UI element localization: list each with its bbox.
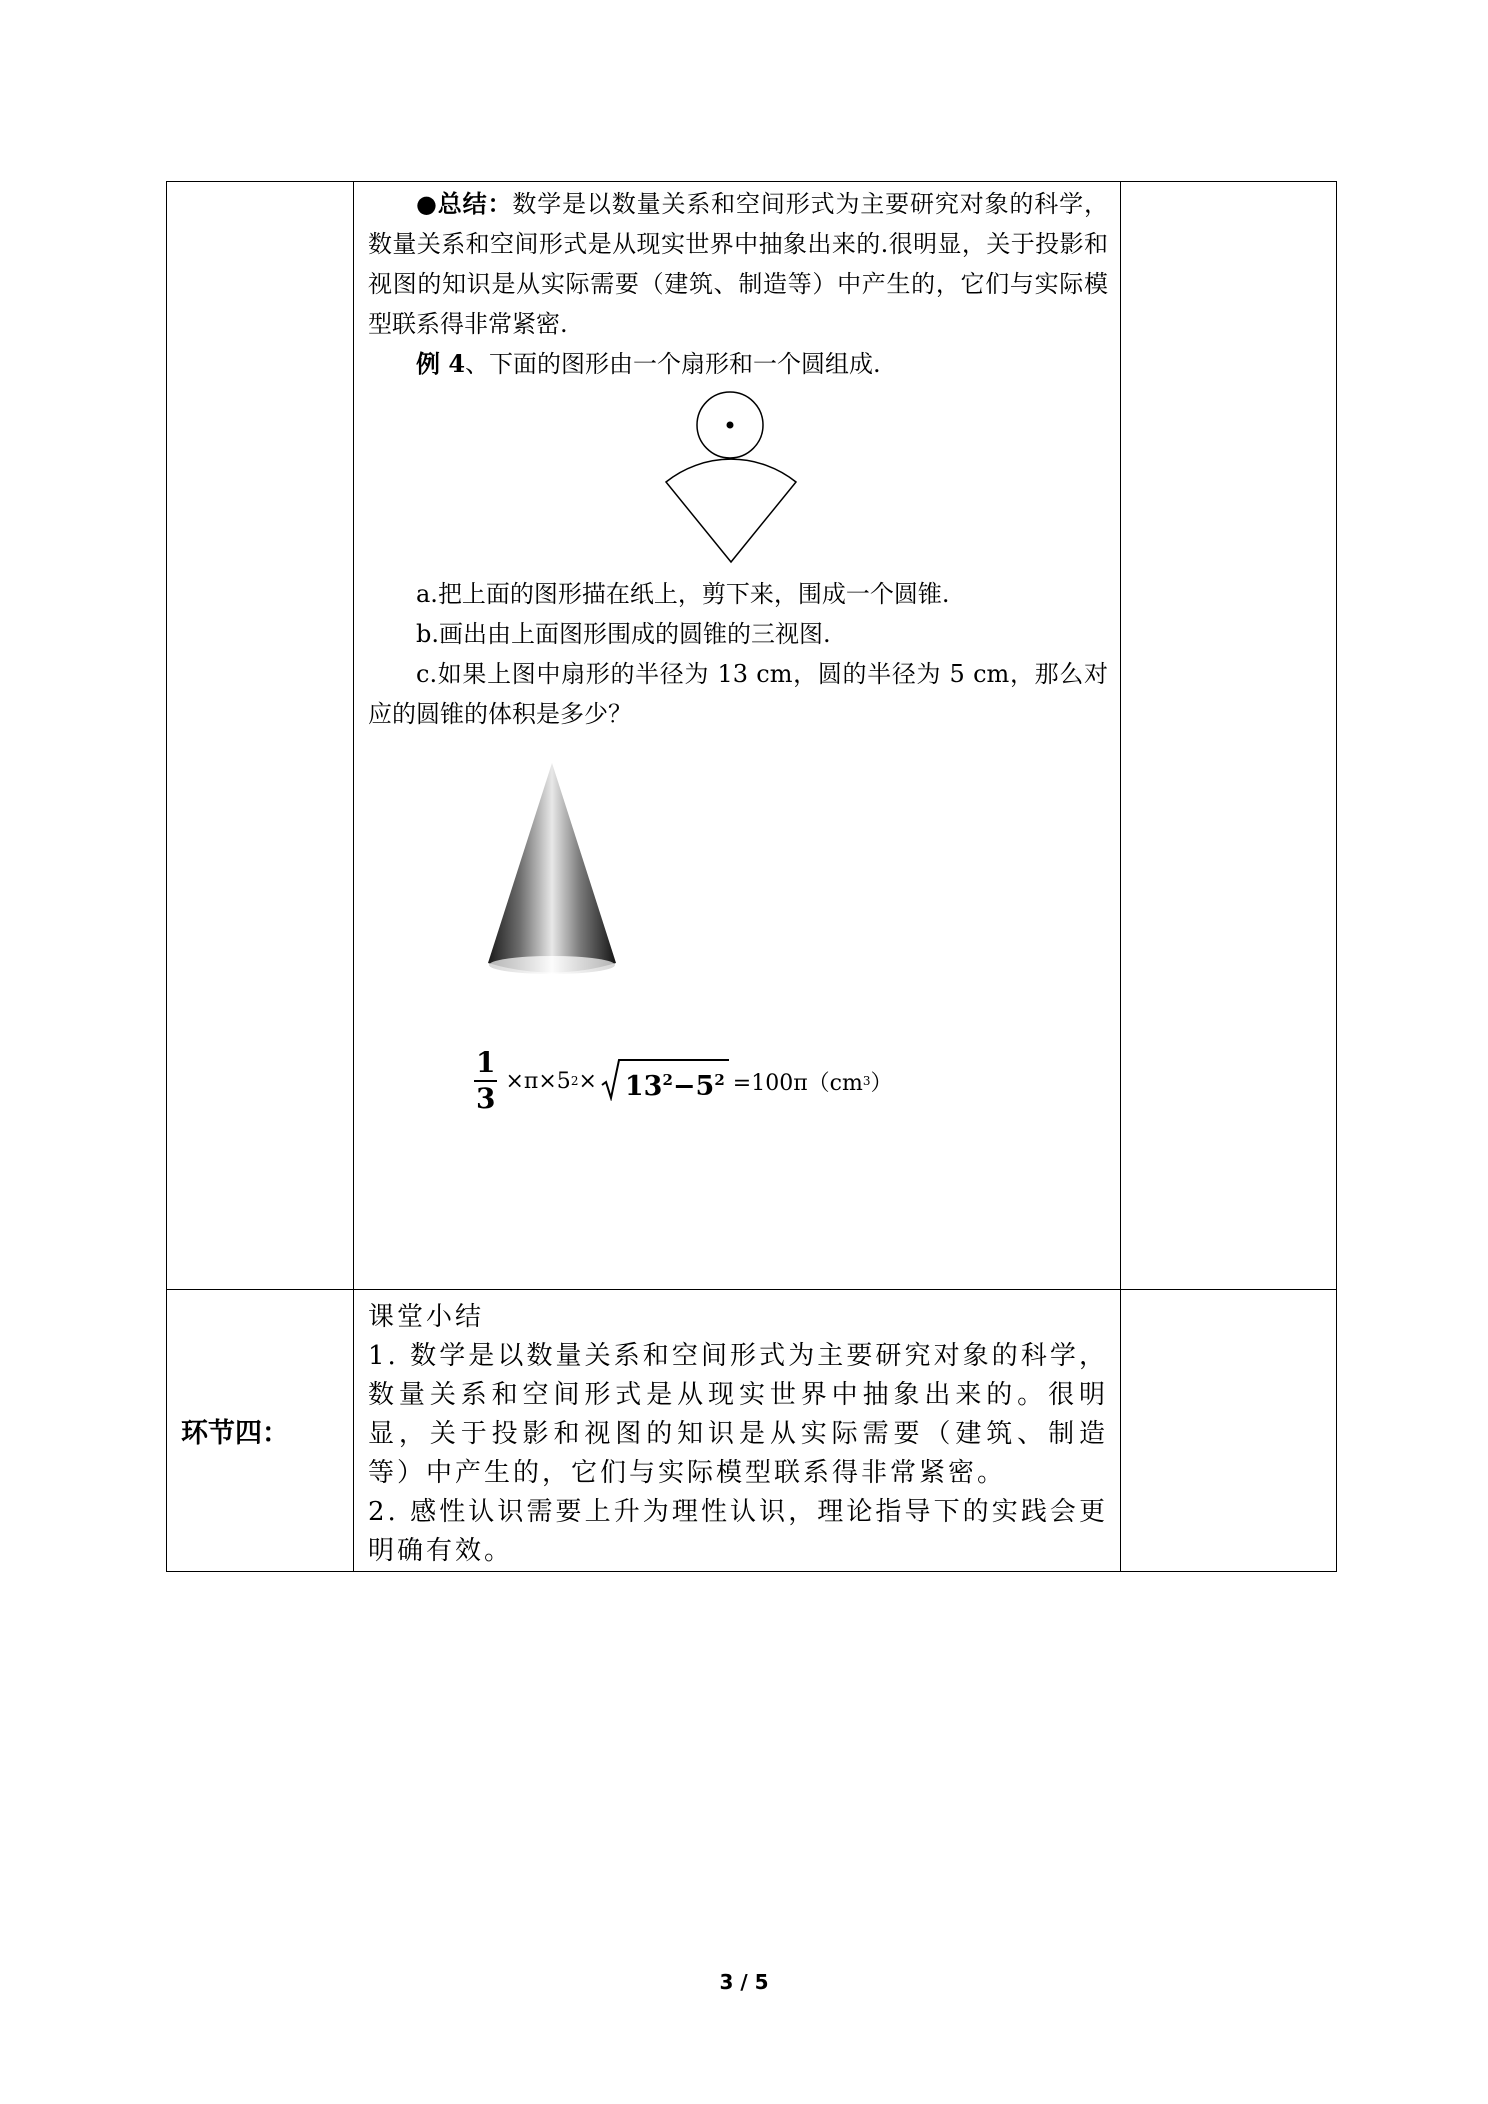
section-label: 环节四： (181, 1418, 289, 1449)
summary-label: ●总结： (416, 189, 513, 218)
item-b: b.画出由上面图形围成的圆锥的三视图. (416, 620, 831, 648)
volume-formula (474, 1036, 1094, 1126)
result-exp: 3 (862, 1074, 871, 1088)
sector-circle-figure (624, 390, 854, 570)
cone-image (482, 760, 622, 986)
content-cell (354, 182, 1121, 1290)
empty-notes-cell (1121, 1290, 1337, 1572)
formula-part2: × (578, 1068, 597, 1094)
summary-cell (354, 1290, 1121, 1572)
radical-sign (601, 1059, 621, 1101)
formula-result: =100π（cm (732, 1070, 863, 1096)
summary-paragraph (368, 184, 1108, 344)
empty-label-cell (167, 182, 354, 1290)
lesson-table (166, 181, 1337, 1572)
example-heading (368, 344, 1108, 384)
table-row (167, 1290, 1337, 1572)
page-number: 3 / 5 (719, 1970, 769, 1994)
item-a: a.把上面的图形描在纸上，剪下来，围成一个圆锥. (416, 580, 950, 608)
class-summary (354, 1290, 1120, 1571)
summary-title: 课堂小结 (368, 1302, 485, 1332)
section-label-cell (167, 1290, 354, 1572)
example-text: 、下面的图形由一个扇形和一个圆组成. (465, 350, 881, 378)
summary-text: 数学是以数量关系和空间形式为主要研究对象的科学，数量关系和空间形式是从现实世界中抽象出来的.很明显，关于投影和视图的知识是从实际需要（建筑、制造等）中产生的，它们与实际模型联系得非常紧密. (368, 190, 1108, 338)
formula-part1: ×π×5 (505, 1068, 571, 1094)
summary-point-2: 2. 感性认识需要上升为理性认识，理论指导下的实践会更明确有效。 (368, 1497, 1108, 1566)
fraction-one-third: $\frac{1}{3}$ (476, 1046, 496, 1115)
example-label: 例 4 (416, 349, 466, 378)
item-c: c.如果上图中扇形的半径为 13 cm，圆的半径为 5 cm，那么对应的圆锥的体积是多少？ (368, 660, 1108, 728)
summary-point-1: 1. 数学是以数量关系和空间形式为主要研究对象的科学，数量关系和空间形式是从现实世界中抽象出来的。很明显，关于投影和视图的知识是从实际需要（建筑、制造等）中产生的，它们与实际模型联系得非常紧密。 (368, 1341, 1108, 1488)
square-root (601, 1059, 729, 1104)
formula-exp1: 2 (570, 1074, 579, 1088)
result-close: ） (870, 1070, 893, 1096)
table-row (167, 182, 1337, 1290)
empty-notes-cell (1121, 182, 1337, 1290)
radicand: $13^2-5^2$ (621, 1059, 729, 1104)
